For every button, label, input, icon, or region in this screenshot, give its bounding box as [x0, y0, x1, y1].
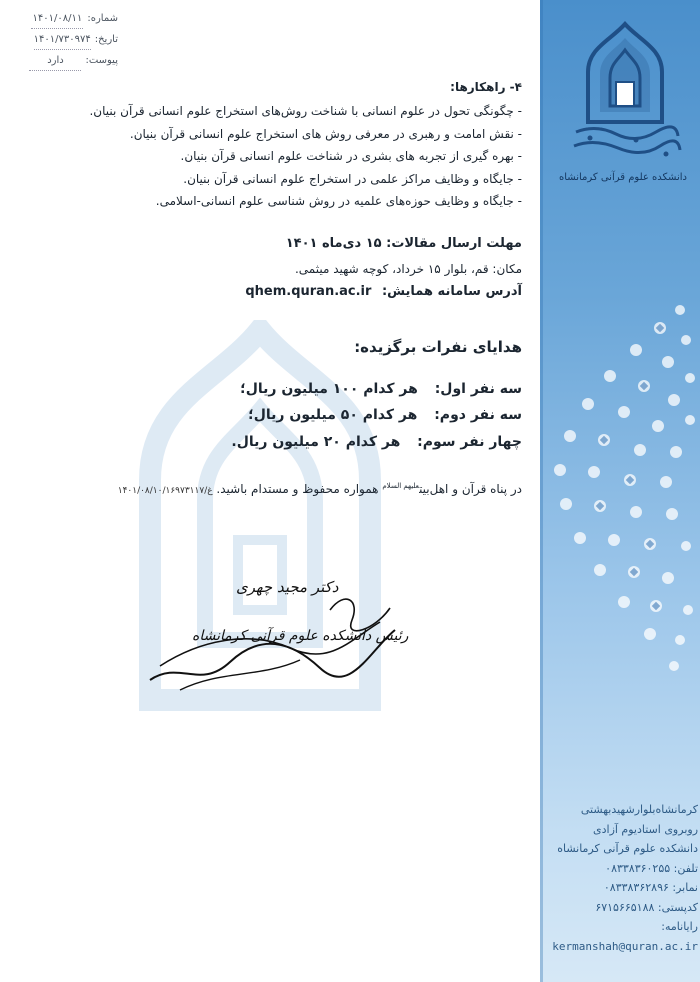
location: مکان: قم، بلوار ۱۵ خرداد، کوچه شهید میثمی. [294, 262, 522, 276]
attachment-value: دارد [29, 50, 81, 71]
prize-value: هر کدام ۲۰ میلیون ریال. [231, 434, 401, 450]
prize-value: هر کدام ۵۰ میلیون ریال؛ [248, 407, 418, 423]
list-item: - چگونگی تحول در علوم انسانی با شناخت روش‌های استخراج علوم انسانی قرآن بنیان. [89, 104, 522, 118]
contact-line: کرمانشاه‌بلوار‌شهید‌بهشتی [580, 803, 698, 816]
solutions-list [2, 100, 522, 213]
closing-after: همواره محفوظ و مستدام باشید. [216, 482, 383, 496]
logo-caption: دانشکده علوم قرآنی کرمانشاه [559, 172, 687, 183]
closing-honorific: علیهم السلام [382, 482, 420, 490]
list-item: - نقش امامت و رهبری در معرفی روش های استخراج علوم انسانی قرآن بنیان. [129, 126, 522, 141]
prize-row [2, 381, 522, 397]
date-label: تاریخ: [94, 34, 118, 45]
contact-fax: نمابر: ۰۸۳۳۸۳۶۲۸۹۶ [603, 881, 698, 894]
prize-row [2, 407, 522, 423]
contact-postal-code: کدپستی: ۶۷۱۵۶۶۵۱۸۸ [595, 900, 698, 914]
list-item: - بهره گیری از تجربه های بشری در شناخت علوم انسانی قرآن بنیان. [180, 149, 522, 163]
contact-email-label: رایانامه: [661, 920, 698, 933]
submission-deadline: مهلت ارسال مقالات: ۱۵ دی‌ماه ۱۴۰۱ [285, 236, 522, 251]
prizes-title: هدایای نفرات برگزیده: [354, 338, 522, 356]
contact-email: kermanshah@quran.ac.ir [552, 939, 698, 953]
contact-line: دانشکده علوم قرآنی کرمانشاه [557, 842, 698, 855]
letter-header [8, 8, 118, 71]
prize-label: سه نفر اول: [434, 381, 522, 397]
decorative-pattern-icon [540, 300, 700, 720]
address-url[interactable]: qhem.quran.ac.ir [245, 284, 372, 299]
list-item: - جایگاه و وظایف مراکز علمی در استخراج علوم انسانی قرآن بنیان. [183, 171, 522, 186]
date-value: ۱۴۰۱/۷۳۰۹۷۴ [34, 29, 91, 50]
number-value: ۱۴۰۱/۰۸/۱۱ [31, 8, 83, 29]
prize-value: هر کدام ۱۰۰ میلیون ریال؛ [240, 381, 418, 397]
attachment-label: پیوست: [85, 55, 118, 66]
university-logo-icon [566, 20, 684, 170]
list-item: - جایگاه و وظایف حوزه‌های علمیه در روش شناسی علوم انسانی-اسلامی. [155, 194, 522, 208]
contact-phone: تلفن: ۰۸۳۳۸۳۶۰۲۵۵ [605, 861, 698, 875]
contact-line: روبروی استادیوم آزادی [593, 822, 698, 836]
signer-name: دکتر مجید چهری [236, 578, 339, 596]
prize-label: سه نفر دوم: [434, 407, 522, 423]
prize-label: چهار نفر سوم: [417, 434, 522, 450]
section-title: ۴- راهکارها: [450, 80, 522, 94]
conference-address [2, 284, 522, 299]
number-label: شماره: [87, 13, 118, 24]
reference-number: غ/۱۴۰۱/۰۸/۱۰/۱۶۹۷۳۱۱۷ [117, 486, 213, 496]
signer-title: رئیس دانشکده علوم قرآنی کرمانشاه [192, 628, 409, 644]
address-label: آدرس سامانه همایش: [381, 284, 522, 299]
closing-line [2, 482, 522, 496]
contact-info [548, 800, 698, 956]
closing-before: در پناه قرآن و اهل‌بیت [419, 482, 522, 496]
prize-row [2, 434, 522, 450]
